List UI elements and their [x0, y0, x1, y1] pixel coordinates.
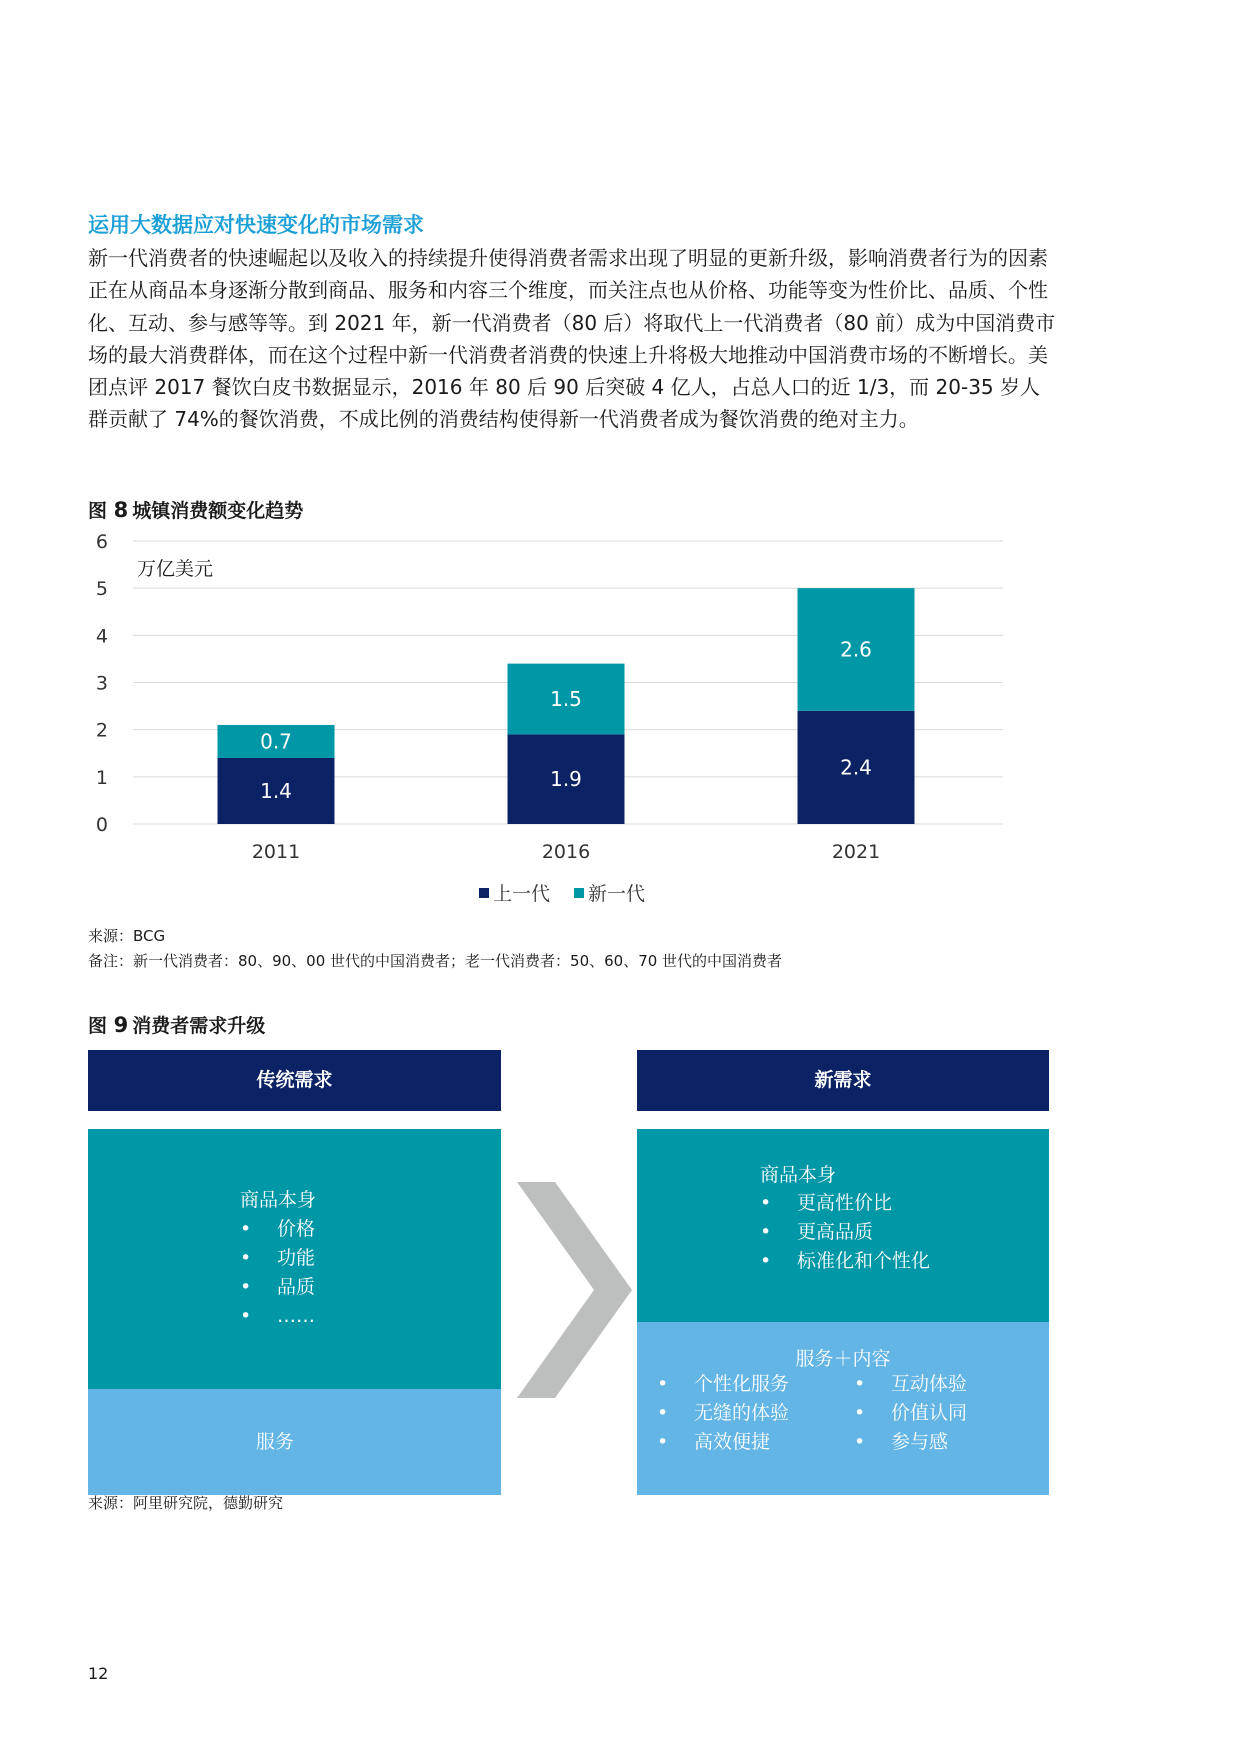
data-label: 2.6 — [840, 637, 872, 662]
list-item-text: 无缝的体验 — [694, 1402, 790, 1424]
consumption-bar-chart — [88, 530, 1018, 920]
figure-8-prefix: 图 — [88, 500, 114, 522]
body-paragraph: 新一代消费者的快速崛起以及收入的持续提升使得消费者需求出现了明显的更新升级，影响消费者行为的因素正在从商品本身逐渐分散到商品、服务和内容三个维度，而关注点也从价格、功能等变为性价比、品质、个性化、互动、参与感等等。到 2021 年，新一代消费者（80 后）将取代上一代消费者（80 前）成为中国消费市场的最大消费群体，而在这个过程中新一代消费者消费的快速上升将极大地推动中国消费市场的不断增长。美团点评 2017 餐饮白皮书数据显示，2016 年 80 后 90 后突破 4 亿人，占总人口的近 1/3，而 20-35 岁人群贡献了 74%的餐饮消费，不成比例的消费结构使得新一代消费者成为餐饮消费的绝对主力。 — [88, 246, 1056, 432]
new-service-title: 服务＋内容 — [795, 1348, 891, 1370]
legend-swatch — [574, 888, 584, 898]
x-tick-label: 2016 — [541, 841, 591, 863]
bullet-icon: • — [240, 1247, 252, 1269]
traditional-goods-item — [240, 1273, 440, 1302]
service-left-list — [657, 1370, 827, 1457]
figure-8-label: 城镇消费额变化趋势 — [132, 500, 304, 522]
list-item-text: 标准化和个性化 — [797, 1250, 931, 1272]
service-item — [657, 1428, 827, 1457]
figure-8-number: 8 — [113, 498, 129, 522]
figure-8-note: 备注：新一代消费者：80、90、00 世代的中国消费者；老一代消费者：50、60、70 世代的中国消费者 — [88, 952, 783, 970]
page-number: 12 — [88, 1664, 109, 1683]
service-item — [854, 1428, 1024, 1457]
figure-9-number: 9 — [113, 1013, 129, 1037]
traditional-goods-title: 商品本身 — [240, 1189, 317, 1211]
service-right-list — [854, 1370, 1024, 1457]
service-item — [854, 1370, 1024, 1399]
traditional-goods-box — [88, 1129, 501, 1389]
y-tick-label: 4 — [95, 625, 108, 648]
y-tick-label: 3 — [95, 672, 108, 695]
figure-9-label: 消费者需求升级 — [132, 1015, 266, 1037]
list-item-text: 价值认同 — [891, 1402, 968, 1424]
new-goods-item — [760, 1189, 1020, 1218]
y-tick-label: 6 — [95, 531, 108, 553]
bullet-icon: • — [760, 1192, 772, 1214]
y-tick-label: 2 — [95, 719, 108, 742]
y-tick-label: 0 — [95, 814, 108, 836]
new-goods-item — [760, 1247, 1020, 1276]
figure-8-title — [88, 496, 303, 523]
traditional-goods-item — [240, 1302, 440, 1331]
x-tick-label: 2021 — [831, 841, 881, 863]
data-label: 1.5 — [550, 687, 582, 712]
legend-label: 上一代 — [493, 883, 551, 905]
new-goods-box — [637, 1129, 1049, 1322]
list-item-text: 参与感 — [891, 1431, 949, 1453]
data-label: 2.4 — [840, 755, 872, 780]
new-service-box — [637, 1322, 1049, 1495]
bullet-icon: • — [240, 1218, 252, 1240]
bullet-icon: • — [760, 1221, 772, 1243]
list-item-text: 高效便捷 — [694, 1431, 771, 1453]
bullet-icon: • — [854, 1373, 866, 1395]
list-item-text: 个性化服务 — [694, 1373, 790, 1395]
bullet-icon: • — [657, 1431, 669, 1453]
y-tick-label: 1 — [95, 766, 108, 789]
new-goods-list — [760, 1189, 1020, 1276]
traditional-demand-header: 传统需求 — [88, 1050, 501, 1111]
x-tick-label: 2011 — [251, 841, 301, 863]
data-label: 1.9 — [550, 767, 582, 792]
service-item — [657, 1399, 827, 1428]
list-item-text: …… — [277, 1305, 315, 1327]
figure-9-prefix: 图 — [88, 1015, 114, 1037]
list-item-text: 价格 — [277, 1218, 316, 1240]
section-heading: 运用大数据应对快速变化的市场需求 — [88, 213, 424, 237]
bullet-icon: • — [854, 1402, 866, 1424]
data-label: 0.7 — [260, 729, 292, 754]
new-demand-header: 新需求 — [637, 1050, 1049, 1111]
legend-label: 新一代 — [588, 883, 646, 905]
bullet-icon: • — [240, 1276, 252, 1298]
traditional-goods-item — [240, 1244, 440, 1273]
list-item-text: 品质 — [277, 1276, 316, 1298]
bullet-icon: • — [854, 1431, 866, 1453]
traditional-service-box — [88, 1389, 501, 1495]
list-item-text: 互动体验 — [891, 1373, 968, 1395]
bullet-icon: • — [240, 1305, 252, 1327]
y-axis-label: 万亿美元 — [137, 558, 214, 580]
bullet-icon: • — [760, 1250, 772, 1272]
service-item — [657, 1370, 827, 1399]
traditional-goods-item — [240, 1215, 440, 1244]
list-item-text: 功能 — [277, 1247, 316, 1269]
new-goods-title: 商品本身 — [760, 1164, 837, 1186]
y-tick-label: 5 — [95, 578, 108, 601]
figure-9-source: 来源：阿里研究院，德勤研究 — [88, 1494, 284, 1512]
list-item-text: 更高品质 — [797, 1221, 874, 1243]
bullet-icon: • — [657, 1402, 669, 1424]
figure-9-title — [88, 1011, 265, 1038]
figure-8-source: 来源：BCG — [88, 927, 166, 945]
bullet-icon: • — [657, 1373, 669, 1395]
data-label: 1.4 — [260, 778, 292, 803]
list-item-text: 更高性价比 — [797, 1192, 893, 1214]
service-item — [854, 1399, 1024, 1428]
traditional-service-label: 服务 — [256, 1431, 295, 1453]
traditional-goods-list — [240, 1215, 440, 1331]
legend-swatch — [479, 888, 489, 898]
new-goods-item — [760, 1218, 1020, 1247]
upgrade-arrow-icon — [517, 1182, 632, 1398]
